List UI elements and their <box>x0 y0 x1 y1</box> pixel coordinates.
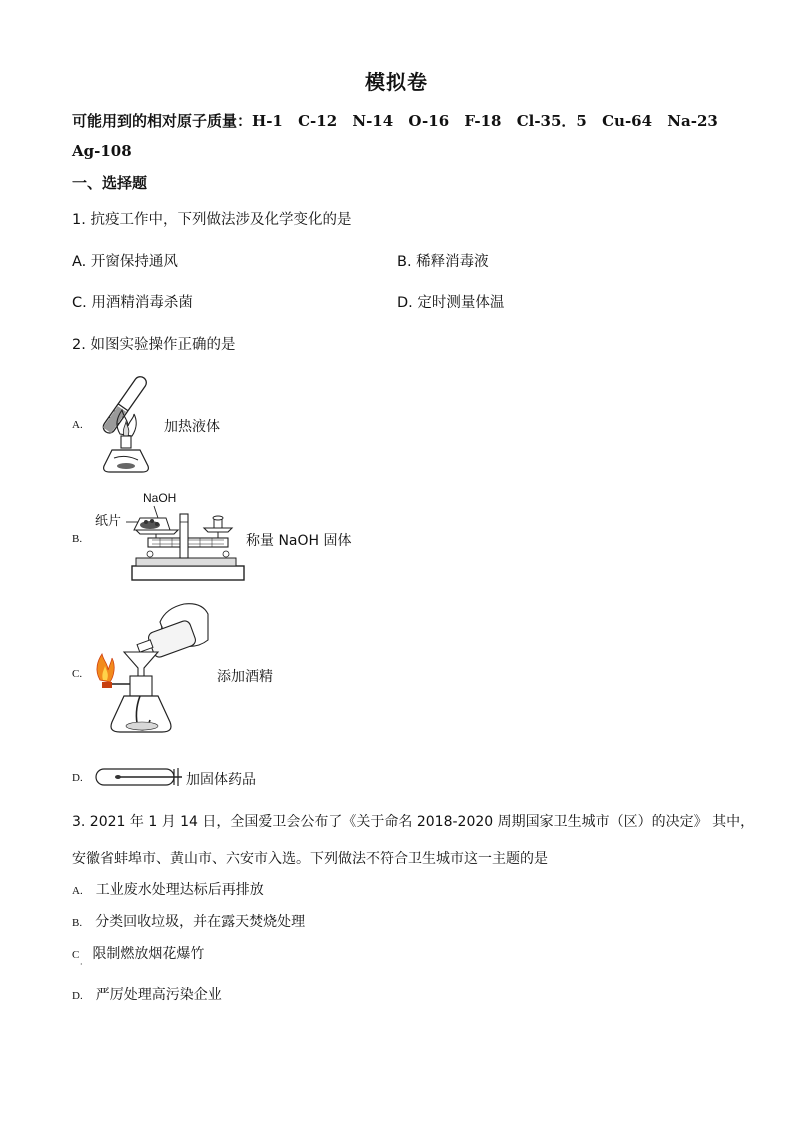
element-mass: H-1 <box>252 112 283 130</box>
q2-option-d-caption: 加固体药品 <box>186 772 256 788</box>
element-mass: O-16 <box>408 112 450 130</box>
q3-option-b-text: 分类回收垃圾，并在露天焚烧处理 <box>95 914 306 930</box>
q3-option-d-letter: D. <box>72 990 83 1002</box>
q2-option-a-caption: 加热液体 <box>164 419 220 435</box>
q3-option-c[interactable] <box>72 943 204 963</box>
q3-option-a-letter: A. <box>72 885 83 897</box>
q3-option-d-text: 严厉处理高污染企业 <box>95 987 222 1003</box>
q3-stem-line1: 3. 2021 年 1 月 14 日，全国爱卫会公布了《关于命名 2018-2020 周期国家卫生城市（区）的决定》 其中， <box>72 814 755 830</box>
section-heading: 一、选择题 <box>72 174 148 192</box>
element-mass: N-14 <box>352 112 394 130</box>
q2-option-a-letter[interactable]: A. <box>72 419 83 431</box>
q2-stem: 2. 如图实验操作正确的是 <box>72 337 236 353</box>
q3-option-c-letter: C <box>72 949 80 961</box>
page-title: 模拟卷 <box>365 70 428 94</box>
q3-option-a-text: 工业废水处理达标后再排放 <box>95 882 264 898</box>
atomic-mass-label: 可能用到的相对原子质量： <box>72 112 253 130</box>
q3-stem-line2: 安徽省蚌埠市、黄山市、六安市入选。下列做法不符合卫生城市这一主题的是 <box>72 851 548 867</box>
atomic-mass-line <box>72 110 718 131</box>
adding-alcohol-figure <box>94 600 214 746</box>
heating-liquid-figure <box>92 372 164 476</box>
q2-option-c-caption: 添加酒精 <box>217 669 273 685</box>
q2-option-b-letter[interactable]: B. <box>72 533 83 545</box>
q1-stem: 1. 抗疫工作中，下列做法涉及化学变化的是 <box>72 212 352 228</box>
q3-option-b-letter: B. <box>72 917 83 929</box>
q3-option-d[interactable] <box>72 984 222 1004</box>
q2-option-d-letter[interactable]: D. <box>72 772 83 784</box>
element-mass: C-12 <box>298 112 338 130</box>
element-mass: Cl-35．5 <box>516 112 587 130</box>
adding-solid-figure <box>94 766 184 790</box>
element-mass: Na-23 <box>667 112 718 130</box>
balance-figure <box>120 500 248 584</box>
fig-label-naoh: NaOH <box>143 491 177 505</box>
atomic-mass-line-2: Ag-108 <box>72 142 132 160</box>
q1-option-d[interactable]: D. 定时测量体温 <box>397 295 505 311</box>
q3-option-b[interactable] <box>72 911 305 931</box>
q2-option-b-caption: 称量 NaOH 固体 <box>246 533 352 549</box>
element-mass: F-18 <box>464 112 502 130</box>
fig-label-paper: 纸片 <box>95 514 122 529</box>
q3-option-c-text: 限制燃放烟花爆竹 <box>92 946 205 962</box>
q1-option-c[interactable]: C. 用酒精消毒杀菌 <box>72 295 193 311</box>
q1-option-a[interactable]: A. 开窗保持通风 <box>72 254 178 270</box>
q1-option-b[interactable]: B. 稀释消毒液 <box>397 254 489 270</box>
q2-option-c-letter[interactable]: C. <box>72 668 83 680</box>
element-mass: Cu-64 <box>602 112 653 130</box>
q3-option-a[interactable] <box>72 879 264 899</box>
stray-dot: · <box>80 960 83 969</box>
